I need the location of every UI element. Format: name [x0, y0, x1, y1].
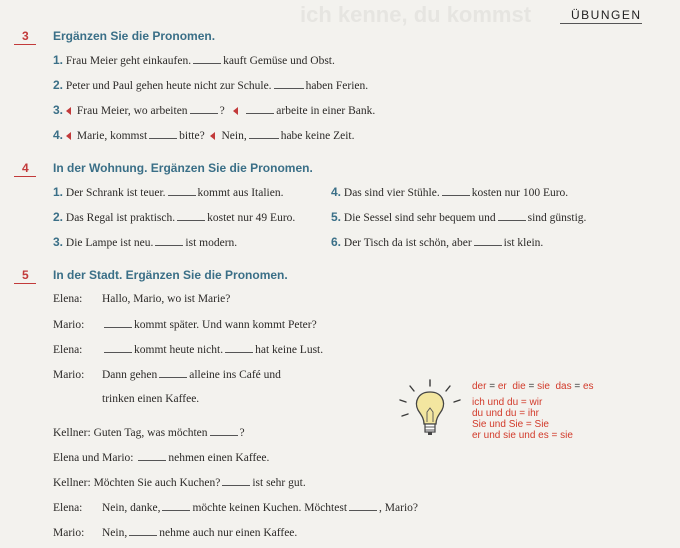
- ex4-item-3: 3. Die Lampe ist neu. ist modern.: [53, 235, 238, 249]
- ex3-item-4: 4. Marie, kommst bitte? Nein, habe keine Zeit.: [53, 128, 355, 142]
- ex4-item-2: 2. Das Regal ist praktisch. kostet nur 49 Euro.: [53, 210, 296, 224]
- grammar-row-1: der = er die = sie das = es: [472, 381, 594, 392]
- ex4-item-5: 5. Die Sessel sind sehr bequem und sind günstig.: [331, 210, 587, 224]
- blank-input[interactable]: [274, 79, 304, 89]
- speaker-a-icon: [66, 107, 71, 115]
- blank-input[interactable]: [155, 236, 183, 246]
- blank-input[interactable]: [246, 104, 274, 114]
- exercise-3-number: 3: [22, 29, 29, 43]
- ex4-item-1: 1. Der Schrank ist teuer. kommt aus Italien.: [53, 185, 284, 199]
- blank-input[interactable]: [138, 451, 166, 461]
- dialog-line-3: Elena: kommt heute nicht. hat keine Lust.: [53, 344, 324, 356]
- blank-input[interactable]: [249, 129, 279, 139]
- speaker-b-icon: [233, 107, 238, 115]
- blank-input[interactable]: [225, 343, 253, 353]
- ex3-item-3: 3. Frau Meier, wo arbeiten ? arbeite in einer Bank.: [53, 103, 376, 117]
- exercise-3-title: Ergänzen Sie die Pronomen.: [53, 29, 216, 43]
- dialog-line-8: Kellner: Möchten Sie auch Kuchen? ist sehr gut.: [53, 477, 306, 489]
- ghost-heading: ich kenne, du kommst: [300, 2, 532, 27]
- header-rule: [560, 23, 642, 24]
- exercise-3-rule: [14, 44, 36, 45]
- blank-input[interactable]: [474, 236, 502, 246]
- ex4-item-4: 4. Das sind vier Stühle. kosten nur 100 Euro.: [331, 185, 569, 199]
- ex3-item-1: 1. Frau Meier geht einkaufen. kauft Gemüse und Obst.: [53, 53, 335, 67]
- page-section-title: ÜBUNGEN: [571, 8, 642, 22]
- grammar-box: [472, 381, 594, 441]
- dialog-line-6: Kellner: Guten Tag, was möchten ?: [53, 427, 245, 439]
- blank-input[interactable]: [162, 501, 190, 511]
- blank-input[interactable]: [149, 129, 177, 139]
- blank-input[interactable]: [177, 211, 205, 221]
- blank-input[interactable]: [190, 104, 218, 114]
- exercise-5-number: 5: [22, 268, 29, 282]
- lightbulb-icon: [394, 378, 466, 444]
- dialog-line-1: Elena: Hallo, Mario, wo ist Marie?: [53, 293, 231, 305]
- blank-input[interactable]: [349, 501, 377, 511]
- ex3-item-2: 2. Peter und Paul gehen heute nicht zur Schule. haben Ferien.: [53, 78, 369, 92]
- exercise-4-number: 4: [22, 161, 29, 175]
- blank-input[interactable]: [442, 186, 470, 196]
- dialog-line-7: Elena und Mario: nehmen einen Kaffee.: [53, 452, 270, 464]
- blank-input[interactable]: [168, 186, 196, 196]
- blank-input[interactable]: [210, 426, 238, 436]
- grammar-row-4: Sie und Sie = Sie: [472, 419, 549, 430]
- grammar-row-5: er und sie und es = sie: [472, 430, 573, 441]
- blank-input[interactable]: [193, 54, 221, 64]
- exercise-4-rule: [14, 176, 36, 177]
- blank-input[interactable]: [129, 526, 157, 536]
- exercise-5-rule: [14, 283, 36, 284]
- speaker-b-icon: [210, 132, 215, 140]
- blank-input[interactable]: [104, 318, 132, 328]
- dialog-line-2: Mario: kommt später. Und wann kommt Peter?: [53, 319, 317, 331]
- exercise-4-title: In der Wohnung. Ergänzen Sie die Pronomen.: [53, 161, 313, 175]
- blank-input[interactable]: [104, 343, 132, 353]
- ex4-item-6: 6. Der Tisch da ist schön, aber ist klein.: [331, 235, 544, 249]
- blank-input[interactable]: [222, 476, 250, 486]
- exercise-5-title: In der Stadt. Ergänzen Sie die Pronomen.: [53, 268, 288, 282]
- dialog-line-9: Elena: Nein, danke, möchte keinen Kuchen. Möchtest , Mario?: [53, 502, 418, 514]
- dialog-line-4: Mario: Dann gehen alleine ins Café und: [53, 369, 281, 381]
- grammar-row-3: du und du = ihr: [472, 408, 539, 419]
- dialog-line-10: Mario: Nein, nehme auch nur einen Kaffee.: [53, 527, 298, 539]
- grammar-row-2: ich und du = wir: [472, 397, 543, 408]
- blank-input[interactable]: [498, 211, 526, 221]
- blank-input[interactable]: [159, 368, 187, 378]
- speaker-a-icon: [66, 132, 71, 140]
- dialog-line-5: trinken einen Kaffee.: [102, 393, 200, 405]
